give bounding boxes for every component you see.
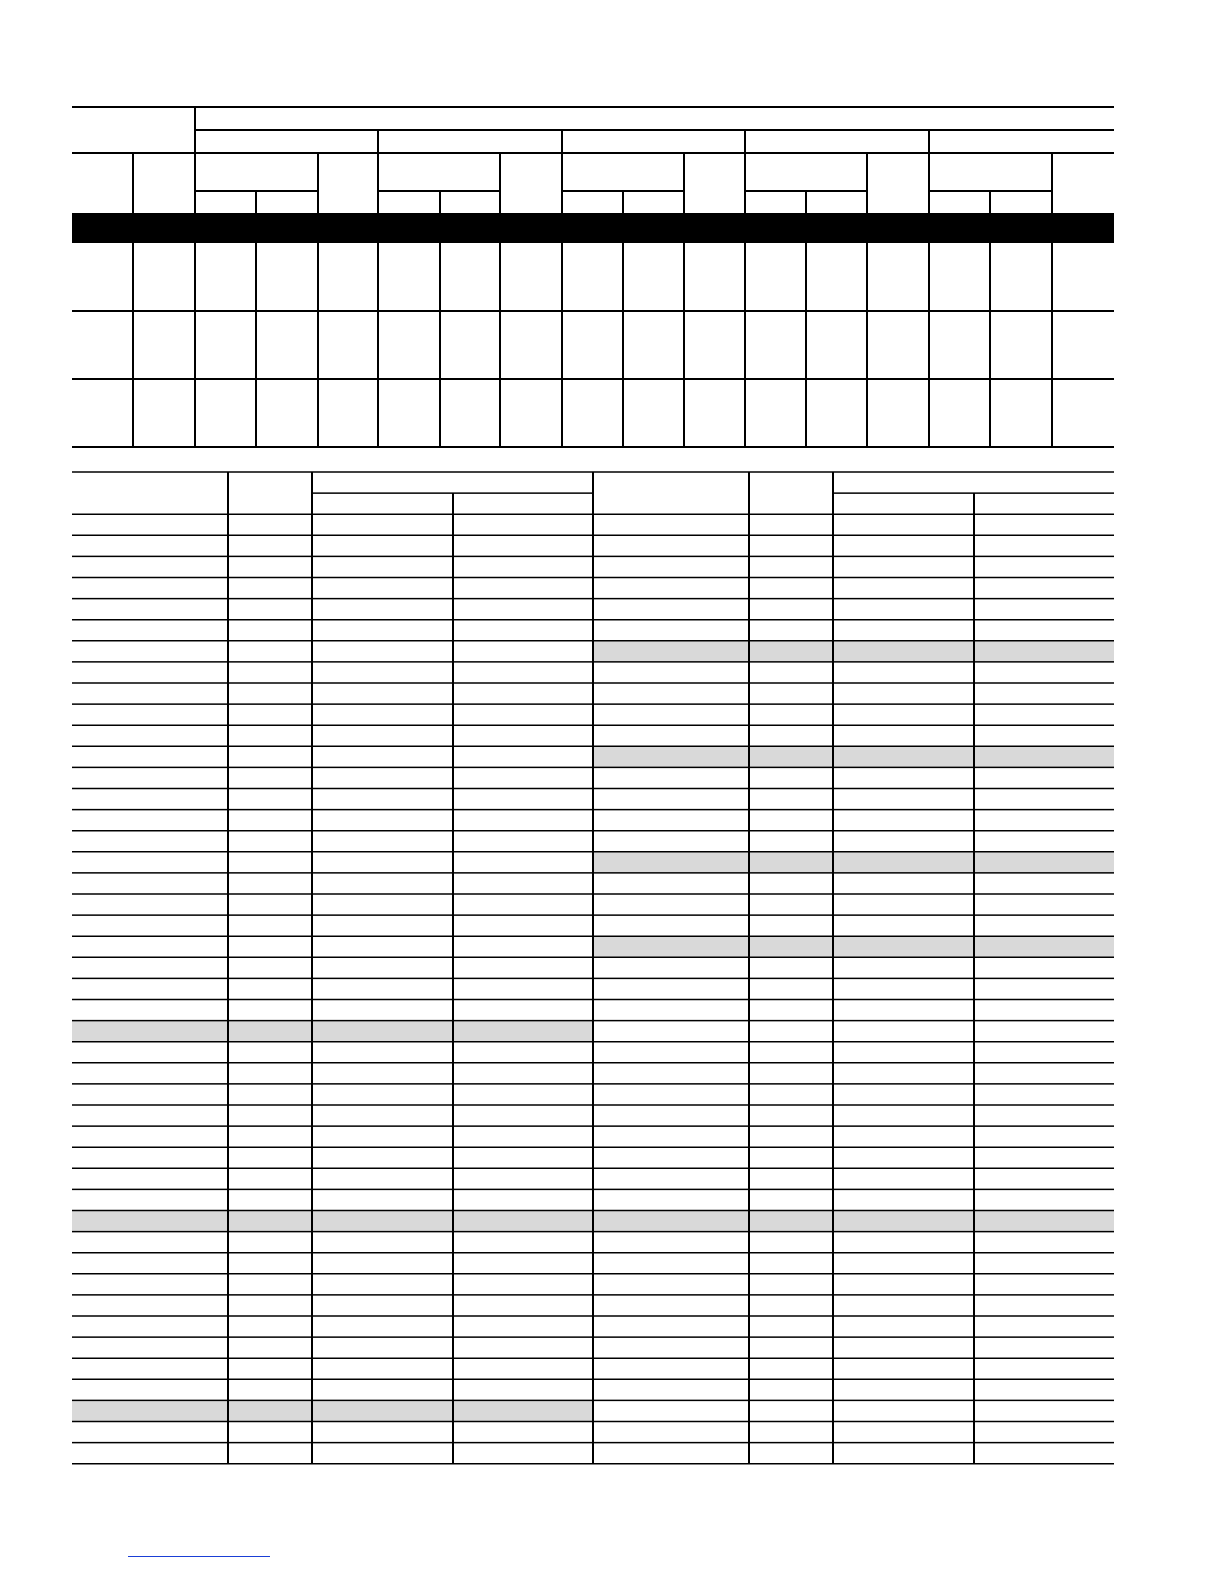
right-section-band xyxy=(593,936,1114,957)
right-section-band xyxy=(593,746,1114,767)
left-section-band xyxy=(72,1021,593,1042)
right-section-band xyxy=(593,641,1114,662)
right-section-band xyxy=(593,852,1114,873)
left-section-band xyxy=(72,1400,593,1421)
left-section-band xyxy=(72,1211,593,1232)
footer-link-underline[interactable] xyxy=(128,1556,270,1557)
bottom-table-vertical-rules xyxy=(228,472,974,1464)
right-section-band xyxy=(593,1211,1114,1232)
